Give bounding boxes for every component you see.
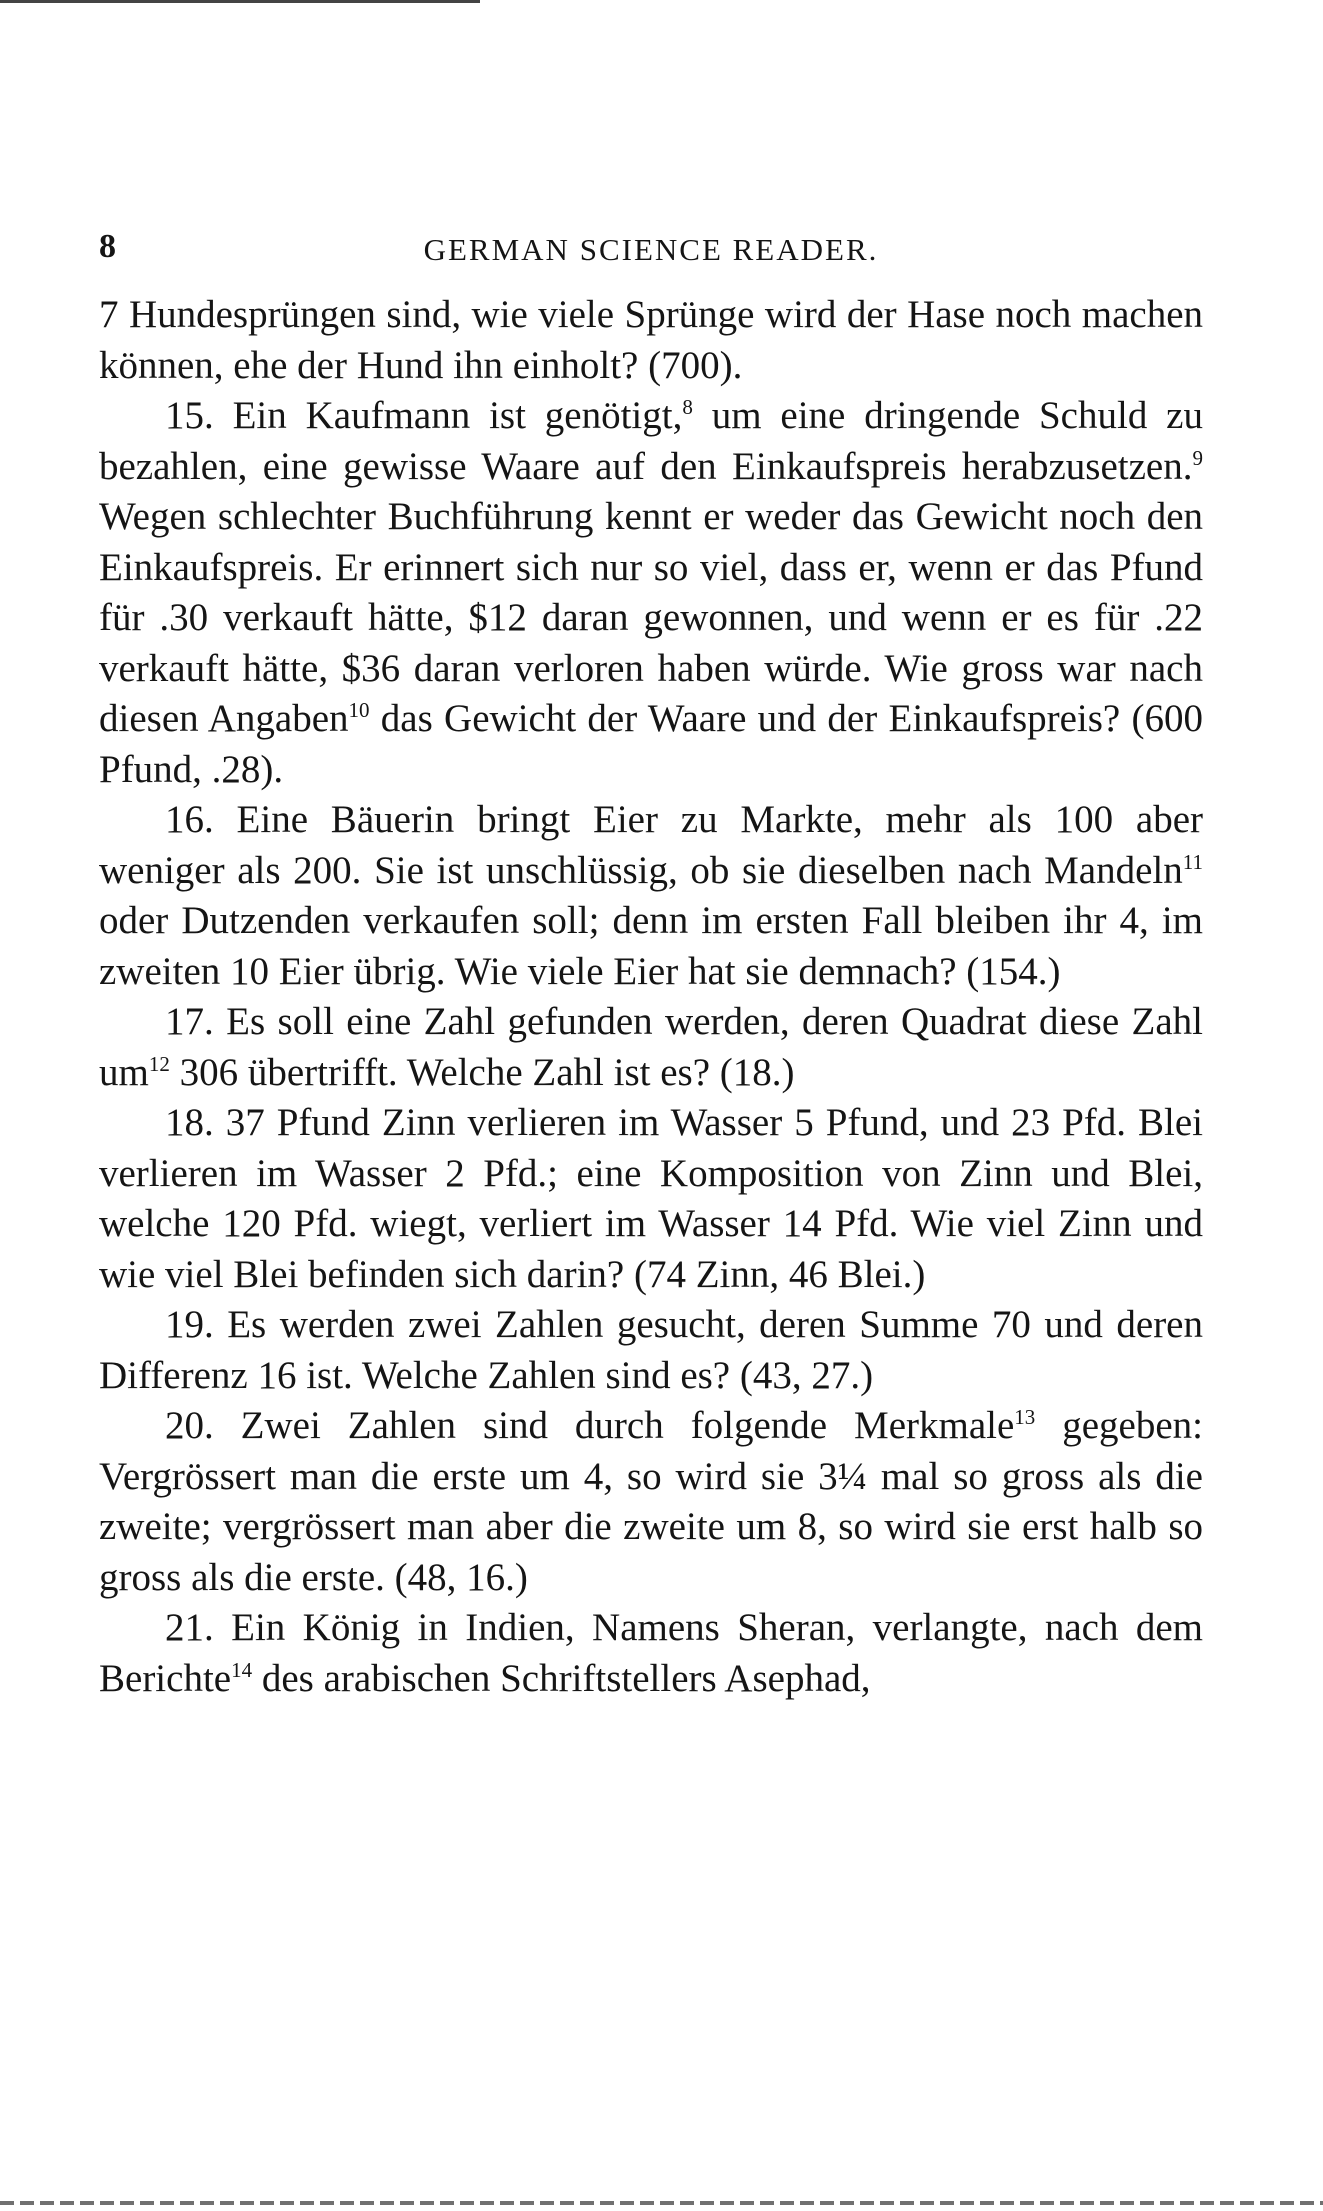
problem-paragraph-15 — [99, 391, 1203, 795]
text-run: gegeben: Vergrössert man die erste um 4, so wird sie 3¼ mal so gross als die zweite; vergrössert man aber die zweite um 8, so wird sie erst halb so gross als die erste. (48, 16.) — [99, 1404, 1203, 1599]
footnote-marker: 8 — [682, 395, 693, 419]
text-run: 15. Ein Kaufmann ist genötigt, — [165, 394, 683, 437]
footnote-marker: 12 — [148, 1051, 170, 1076]
text-run: 19. Es werden zwei Zahlen gesucht, deren Summe 70 und deren Differenz 16 ist. Welche Zahlen sind es? (43, 27.) — [99, 1303, 1203, 1397]
footnote-marker: 10 — [348, 698, 370, 722]
footnote-marker: 14 — [231, 1657, 253, 1682]
footnote-marker: 9 — [1192, 445, 1203, 470]
text-run: 306 übertrifft. Welche Zahl ist es? (18.) — [169, 1050, 795, 1094]
problem-paragraph-16 — [99, 795, 1203, 997]
text-run: 20. Zwei Zahlen sind durch folgende Merkmale — [165, 1404, 1015, 1447]
page-number: 8 — [99, 228, 117, 265]
problem-paragraph-20 — [99, 1401, 1203, 1603]
page-bottom-edge — [0, 2201, 1323, 2205]
text-run: 17. Es soll eine Zahl gefunden werden, deren Quadrat diese Zahl um — [99, 1000, 1203, 1094]
problem-paragraph-19 — [99, 1300, 1203, 1401]
text-run: 16. Eine Bäuerin bringt Eier zu Markte, mehr als 100 aber weniger als 200. Sie ist unschlüssig, ob sie dieselben nach Mandeln — [99, 798, 1203, 892]
text-run: 18. 37 Pfund Zinn verlieren im Wasser 5 Pfund, und 23 Pfd. Blei verlieren im Wasser 2 Pfd.; eine Komposition von Zinn und Blei, welche 120 Pfd. wiegt, verliert im Wasser 14 Pfd. Wie viel Zinn und wie viel Blei befinden sich darin? (74 Zinn, 46 Blei.) — [99, 1101, 1203, 1296]
text-run: das Gewicht der Waare und der Einkaufspreis? (600 Pfund, .28). — [99, 697, 1203, 791]
footnote-marker: 11 — [1182, 849, 1203, 874]
text-run: 21. Ein König in Indien, Namens Sheran, verlangte, nach dem Berichte — [99, 1606, 1203, 1700]
text-run: Wegen schlechter Buchführung kennt er weder das Gewicht noch den Einkaufspreis. Er erinnert sich nur so viel, dass er, wenn er das Pfund für .30 verkauft hätte, $12 daran gewonnen, und wenn er es für .22 verkauft hätte, $36 daran verloren haben würde. Wie gross war nach diesen Angaben — [99, 495, 1203, 740]
continued-paragraph — [99, 290, 1203, 391]
running-title: GERMAN SCIENCE READER. — [423, 232, 879, 267]
text-run: oder Dutzenden verkaufen soll; denn im ersten Fall bleiben ihr 4, im zweiten 10 Eier übrig. Wie viele Eier hat sie demnach? (154.) — [99, 899, 1203, 993]
problem-paragraph-17 — [99, 997, 1203, 1098]
text-run: um eine dringende Schuld zu bezahlen, eine gewisse Waare auf den Einkaufspreis herabzusetzen. — [99, 394, 1203, 488]
text-run: des arabischen Schriftstellers Asephad, — [252, 1656, 871, 1700]
body-text — [99, 290, 1203, 1704]
page-edge-rule — [0, 0, 480, 3]
problem-paragraph-18 — [99, 1098, 1203, 1300]
problem-paragraph-21 — [99, 1603, 1203, 1704]
text-run: 7 Hundesprüngen sind, wie viele Sprünge wird der Hase noch machen können, ehe der Hund ihn einholt? (700). — [99, 293, 1203, 387]
running-head — [99, 222, 1203, 270]
footnote-marker: 13 — [1014, 1405, 1036, 1429]
